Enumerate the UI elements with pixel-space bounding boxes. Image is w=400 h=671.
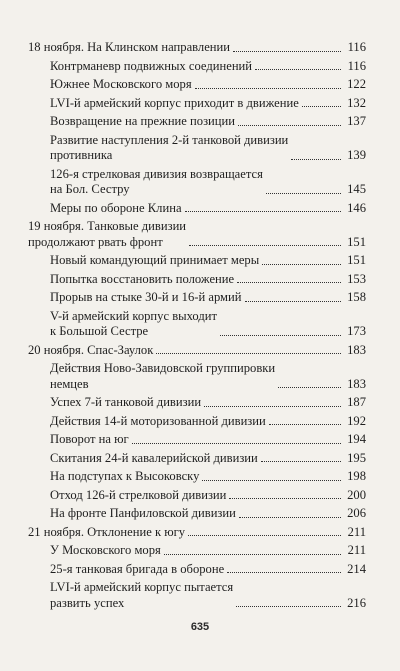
toc-page-number: 183 (347, 342, 366, 357)
toc-section-entry (28, 77, 366, 93)
dot-leader (202, 480, 341, 481)
dot-leader (220, 335, 341, 336)
toc-section-entry (28, 562, 366, 578)
toc-entry-title-line: V-й армейский корпус выходит (50, 308, 218, 323)
toc-page-number: 200 (347, 487, 366, 502)
toc-entry-title (50, 290, 242, 306)
toc-page-number: 146 (347, 200, 366, 215)
toc-section-entry (28, 290, 366, 306)
toc-entry-title (50, 562, 224, 578)
toc-entry-title-line: Контрманевр подвижных соединений (50, 58, 253, 73)
toc-entry-title-line: 126-я стрелковая дивизия возвращается (50, 166, 263, 181)
toc-entry-title-line: Действия Ново-Завидовской группировки (50, 361, 276, 375)
toc-entry-title (28, 343, 153, 359)
toc-entry-title-line: На подступах к Высоковску (50, 469, 200, 483)
toc-entry-title-line: 18 ноября. На Клинском направлении (28, 40, 231, 54)
toc-section-entry (28, 309, 366, 340)
toc-page-number: 214 (347, 561, 366, 576)
toc-page-number: 116 (347, 40, 366, 54)
toc-page-number: 158 (347, 290, 366, 304)
toc-entry-title (50, 253, 259, 269)
toc-page-number: 192 (347, 413, 366, 428)
toc-entry-title (28, 40, 230, 56)
toc-entry-title-line: Меры по обороне Клина (50, 200, 182, 215)
toc-section-entry (28, 272, 366, 288)
toc-entry-title-line: Поворот на юг (50, 432, 129, 446)
toc-entry-title-line: Возвращение на прежние позиции (50, 114, 236, 128)
toc-page-number: 187 (347, 395, 366, 409)
toc-entry-title-line: Скитания 24-й кавалерийской дивизии (50, 450, 258, 465)
toc-section-entry (28, 361, 366, 392)
toc-entry-title-line: 21 ноября. Отклонение к югу (28, 524, 186, 539)
toc-entry-title-line: Развитие наступления 2-й танковой дивизии (50, 132, 289, 147)
toc-section-entry (28, 451, 366, 467)
toc-page-number: 151 (347, 234, 366, 249)
toc-entry-title (50, 309, 217, 340)
toc-entry-title-line: на Бол. Сестру (50, 182, 130, 196)
toc-entry-title (50, 451, 258, 467)
dot-leader (245, 301, 341, 302)
toc-section-entry (28, 59, 366, 75)
toc-section-entry (28, 167, 366, 198)
toc-chapter-entry (28, 40, 366, 56)
toc-entry-title (50, 488, 226, 504)
toc-section-entry (28, 414, 366, 430)
page-number: 635 (190, 621, 210, 633)
toc-entry-title (50, 414, 266, 430)
dot-leader (291, 159, 341, 160)
toc-section-entry (28, 469, 366, 485)
toc-entry-title (50, 432, 129, 448)
toc-entry-title-line: Успех 7-й танковой дивизии (50, 395, 202, 409)
dot-leader (204, 406, 341, 407)
toc-entry-title (50, 133, 288, 164)
dot-leader (278, 387, 341, 388)
toc-section-entry (28, 253, 366, 269)
toc-page-number: 173 (347, 324, 366, 338)
dot-leader (239, 517, 341, 518)
toc-entry-title (28, 525, 185, 541)
toc-entry-title-line: Южнее Московского моря (50, 77, 192, 91)
toc-entry-title-line: 25-я танковая бригада в обороне (50, 561, 225, 576)
dot-leader (238, 125, 341, 126)
toc-entry-title-line: противника (50, 148, 113, 162)
dot-leader (261, 461, 341, 462)
toc-page-number: 122 (347, 77, 366, 91)
dot-leader (164, 554, 341, 555)
toc-entry-title-line: 19 ноября. Танковые дивизии (28, 219, 187, 233)
dot-leader (189, 245, 341, 246)
toc-entry-title (50, 580, 233, 611)
toc-section-entry (28, 395, 366, 411)
toc-entry-title-line: Действия 14-й моторизованной дивизии (50, 413, 266, 428)
dot-leader (269, 424, 341, 425)
dot-leader (266, 193, 341, 194)
toc-entry-title (50, 77, 192, 93)
toc-entry-title (50, 506, 236, 522)
toc-page-number: 145 (347, 182, 366, 196)
dot-leader (188, 535, 341, 536)
dot-leader (262, 264, 341, 265)
toc-chapter-entry (28, 343, 366, 359)
toc-section-entry (28, 133, 366, 164)
toc-entry-title-line: Прорыв на стыке 30-й и 16-й армий (50, 290, 242, 304)
toc-section-entry (28, 580, 366, 611)
toc-entry-title (50, 395, 201, 411)
dot-leader (302, 106, 341, 107)
toc-entry-title-line: Попытка восстановить положение (50, 271, 235, 286)
toc-entry-title-line: продолжают рвать фронт (28, 234, 163, 249)
toc-entry-title (28, 219, 186, 250)
toc-entry-title-line: развить успех (50, 595, 125, 610)
toc-entry-title-line: LVI-й армейский корпус приходит в движение (50, 95, 299, 110)
toc-entry-title (50, 543, 161, 559)
toc-section-entry (28, 96, 366, 112)
toc-entry-title-line: Отход 126-й стрелковой дивизии (50, 487, 227, 502)
dot-leader (233, 51, 341, 52)
toc-entry-title (50, 361, 275, 392)
toc-page-number: 216 (347, 595, 366, 610)
toc-section-entry (28, 114, 366, 130)
toc-section-entry (28, 506, 366, 522)
toc-page-number: 198 (347, 469, 366, 483)
toc-page-number: 116 (347, 58, 366, 73)
toc-section-entry (28, 201, 366, 217)
toc-page-number: 151 (347, 253, 366, 267)
toc-page-number: 139 (347, 148, 366, 162)
table-of-contents (28, 40, 366, 611)
toc-entry-title (50, 201, 182, 217)
toc-entry-title-line: 20 ноября. Спас-Заулок (28, 342, 154, 357)
toc-page-number: 206 (347, 506, 366, 520)
toc-section-entry (28, 543, 366, 559)
toc-entry-title-line: LVI-й армейский корпус пытается (50, 580, 234, 594)
dot-leader (255, 69, 341, 70)
dot-leader (237, 282, 341, 283)
dot-leader (195, 88, 341, 89)
toc-page-number: 183 (347, 376, 366, 391)
toc-entry-title-line: У Московского моря (50, 543, 161, 557)
toc-entry-title-line: к Большой Сестре (50, 324, 149, 338)
toc-page-number: 132 (347, 95, 366, 110)
dot-leader (227, 572, 341, 573)
toc-chapter-entry (28, 219, 366, 250)
toc-page-number: 211 (347, 543, 366, 557)
dot-leader (236, 606, 341, 607)
toc-page-number: 211 (347, 524, 366, 539)
dot-leader (132, 443, 341, 444)
toc-section-entry (28, 488, 366, 504)
toc-page-number: 137 (347, 114, 366, 128)
toc-entry-title (50, 167, 263, 198)
toc-page-number: 194 (347, 432, 366, 446)
toc-page-number: 195 (347, 450, 366, 465)
toc-entry-title-line: Новый командующий принимает меры (50, 253, 260, 267)
toc-chapter-entry (28, 525, 366, 541)
toc-entry-title (50, 59, 252, 75)
toc-page-number: 153 (347, 271, 366, 286)
toc-entry-title-line: На фронте Панфиловской дивизии (50, 506, 236, 520)
toc-entry-title (50, 469, 199, 485)
dot-leader (229, 498, 341, 499)
toc-entry-title (50, 272, 234, 288)
toc-entry-title-line: немцев (50, 376, 89, 391)
toc-section-entry (28, 432, 366, 448)
toc-entry-title (50, 96, 299, 112)
dot-leader (185, 211, 341, 212)
dot-leader (156, 353, 341, 354)
toc-entry-title (50, 114, 235, 130)
